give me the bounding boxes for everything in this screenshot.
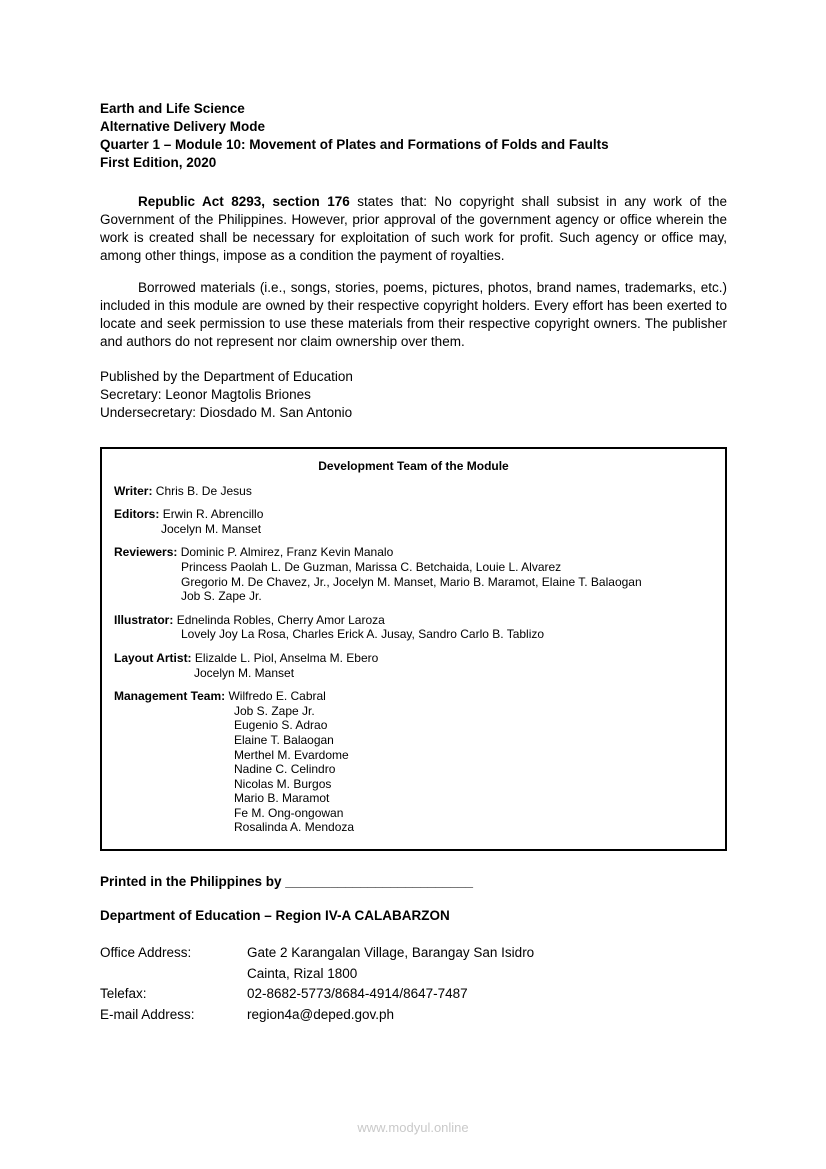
module-title-block — [100, 100, 727, 172]
reviewers-line — [114, 545, 713, 560]
editors-names: Erwin R. Abrencillo — [162, 507, 264, 522]
copyright-paragraph — [100, 193, 727, 265]
illustrator-names-continued: Lovely Joy La Rosa, Charles Erick A. Jusay, Sandro Carlo B. Tablizo — [181, 627, 545, 642]
management-team-member: Wilfredo E. Cabral — [228, 689, 326, 704]
module-number-title: Quarter 1 – Module 10: Movement of Plates and Formations of Folds and Faults — [100, 137, 609, 152]
management-team-member: Merthel M. Evardome — [234, 747, 349, 762]
management-team-member: Mario B. Maramot — [234, 791, 330, 806]
delivery-mode-title: Alternative Delivery Mode — [100, 119, 266, 134]
republic-act-reference: Republic Act 8293, section 176 — [138, 194, 350, 209]
team-group-illustrator — [114, 613, 713, 642]
editors-label: Editors: — [114, 507, 160, 522]
office-address-row — [100, 943, 727, 964]
publisher-block — [100, 368, 727, 422]
office-address-label-empty — [100, 964, 247, 985]
watermark-text: www.modyul.online — [357, 1120, 469, 1135]
document-content — [100, 100, 727, 1025]
editors-names-continued: Jocelyn M. Manset — [161, 521, 262, 536]
development-team-box — [100, 447, 727, 851]
undersecretary-line: Undersecretary: Diosdado M. San Antonio — [100, 405, 353, 420]
team-group-layout-artist — [114, 651, 713, 680]
illustrator-names: Ednelinda Robles, Cherry Amor Laroza — [176, 612, 385, 627]
writer-line — [114, 484, 713, 499]
office-address-row-2 — [100, 964, 727, 985]
layout-artist-names-continued: Jocelyn M. Manset — [194, 665, 295, 680]
team-group-writer — [114, 484, 713, 499]
email-label: E-mail Address: — [100, 1006, 195, 1022]
office-address-label: Office Address: — [100, 945, 192, 961]
subject-title: Earth and Life Science — [100, 101, 245, 116]
email-row — [100, 1005, 727, 1026]
management-team-label: Management Team: — [114, 689, 226, 704]
contact-block — [100, 943, 727, 1025]
management-team-member: Fe M. Ong-ongowan — [234, 805, 344, 820]
development-team-title: Development Team of the Module — [318, 459, 509, 473]
edition-line: First Edition, 2020 — [100, 155, 217, 170]
management-team-line — [114, 689, 713, 704]
office-address-value: Gate 2 Karangalan Village, Barangay San Isidro — [247, 945, 535, 961]
telefax-row — [100, 984, 727, 1005]
writer-label: Writer: — [114, 483, 153, 498]
office-address-value-2: Cainta, Rizal 1800 — [247, 965, 358, 981]
management-team-member: Nicolas M. Burgos — [234, 776, 332, 791]
management-team-member: Elaine T. Balaogan — [234, 732, 334, 747]
published-by-line: Published by the Department of Education — [100, 369, 353, 384]
team-group-management — [114, 689, 713, 835]
reviewers-names-continued: Princess Paolah L. De Guzman, Marissa C. Betchaida, Louie L. Alvarez — [181, 559, 562, 574]
writer-name: Chris B. De Jesus — [155, 483, 252, 498]
reviewers-names: Dominic P. Almirez, Franz Kevin Manalo — [180, 545, 394, 560]
reviewers-names-continued: Gregorio M. De Chavez, Jr., Jocelyn M. Manset, Mario B. Maramot, Elaine T. Balaogan — [181, 574, 642, 589]
layout-artist-label: Layout Artist: — [114, 650, 192, 665]
telefax-value: 02-8682-5773/8684-4914/8647-7487 — [247, 986, 468, 1002]
secretary-line: Secretary: Leonor Magtolis Briones — [100, 387, 311, 402]
illustrator-label: Illustrator: — [114, 612, 174, 627]
management-team-member: Eugenio S. Adrao — [234, 718, 328, 733]
layout-artist-names: Elizalde L. Piol, Anselma M. Ebero — [194, 650, 379, 665]
illustrator-line — [114, 613, 713, 628]
telefax-label: Telefax: — [100, 986, 147, 1002]
department-region-line: Department of Education – Region IV-A CALABARZON — [100, 908, 450, 924]
reviewers-names-continued: Job S. Zape Jr. — [181, 589, 262, 604]
team-group-reviewers — [114, 545, 713, 603]
team-group-editors — [114, 507, 713, 536]
email-value: region4a@deped.gov.ph — [247, 1006, 395, 1022]
republic-act-text: states that: No copyright shall subsist in any work of the Government of the Philippines. However, prior approval of the government agency or office wherein the work is created shall be necessary for exploitation of such work for profit. Such agency or office may, among other things, impose as a condition the payment of royalties. — [100, 194, 727, 263]
management-team-member: Nadine C. Celindro — [234, 762, 336, 777]
management-team-member: Job S. Zape Jr. — [234, 703, 315, 718]
reviewers-label: Reviewers: — [114, 545, 178, 560]
printed-in-philippines-line: Printed in the Philippines by _________________________ — [100, 874, 473, 890]
management-team-member: Rosalinda A. Mendoza — [234, 820, 355, 835]
layout-artist-line — [114, 651, 713, 666]
borrowed-materials-paragraph: Borrowed materials (i.e., songs, stories, poems, pictures, photos, brand names, trademarks, etc.) included in this module are owned by their respective copyright holders. Every effort has been exerted to locate and seek permission to use these materials from their respective copyright owners. The publisher and authors do not represent nor claim ownership over them. — [100, 280, 727, 349]
editors-line — [114, 507, 713, 522]
